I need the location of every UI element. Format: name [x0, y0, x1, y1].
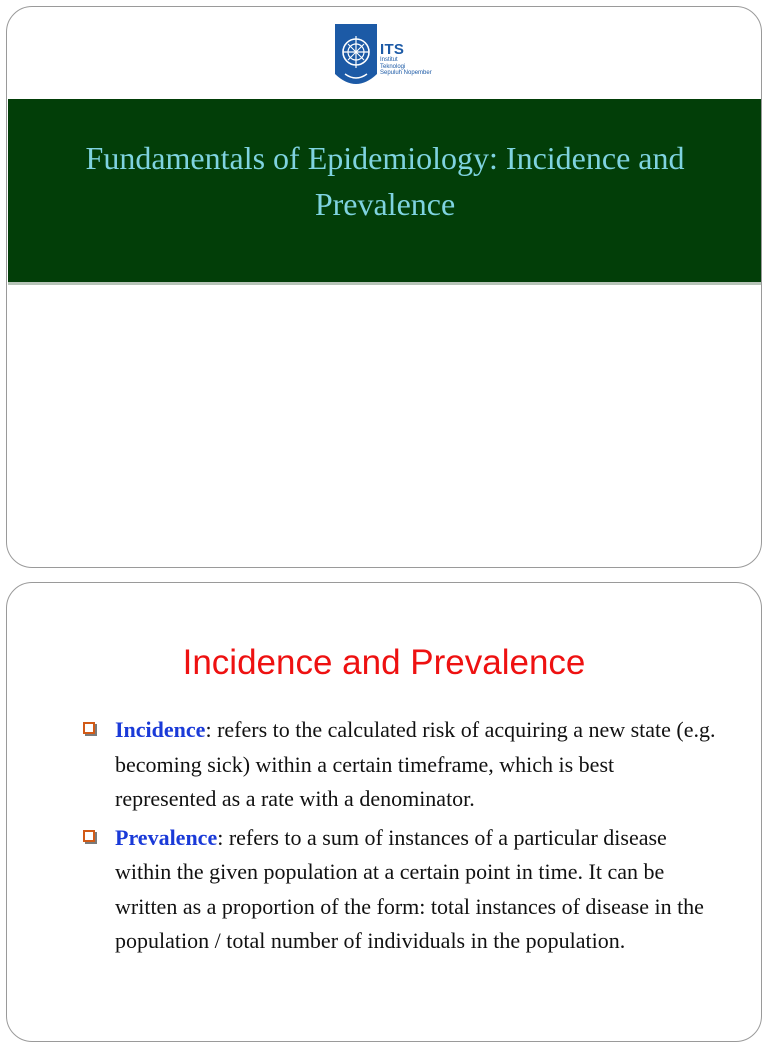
square-bullet-icon [83, 722, 95, 734]
bullet-text: : refers to a sum of instances of a particular disease within the given population at a certain point in time. It can be written as a proportion of the form: total instances of disease in the population / total number of individuals in the population. [115, 824, 704, 953]
logo-subtitle [380, 57, 446, 77]
logo-subtitle-line: Sepuluh Nopember [380, 70, 432, 77]
logo-name: ITS [380, 41, 405, 58]
slide-heading: Incidence and Prevalence [182, 643, 586, 682]
title-band [8, 99, 762, 285]
bullet-text: : refers to the calculated risk of acquiring a new state (e.g. becoming sick) within a certain timeframe, which is best represented as a rate with a denominator. [115, 717, 716, 811]
slide-title-text: Fundamentals of Epidemiology: Incidence and Prevalence [85, 139, 685, 222]
logo-subtitle-line: Teknologi [380, 63, 406, 70]
bullet-term: Incidence [115, 717, 206, 742]
its-shield-icon [333, 22, 379, 92]
logo-subtitle-line: Institut [380, 57, 398, 63]
bullet-item-prevalence [79, 821, 719, 959]
its-logo [329, 20, 445, 96]
square-bullet-icon [83, 830, 95, 842]
bullet-list [79, 713, 719, 963]
bullet-term: Prevalence [115, 824, 218, 850]
bullet-item-incidence [79, 713, 719, 817]
slide-incidence-prevalence [6, 582, 762, 1042]
slide-title [6, 6, 762, 568]
